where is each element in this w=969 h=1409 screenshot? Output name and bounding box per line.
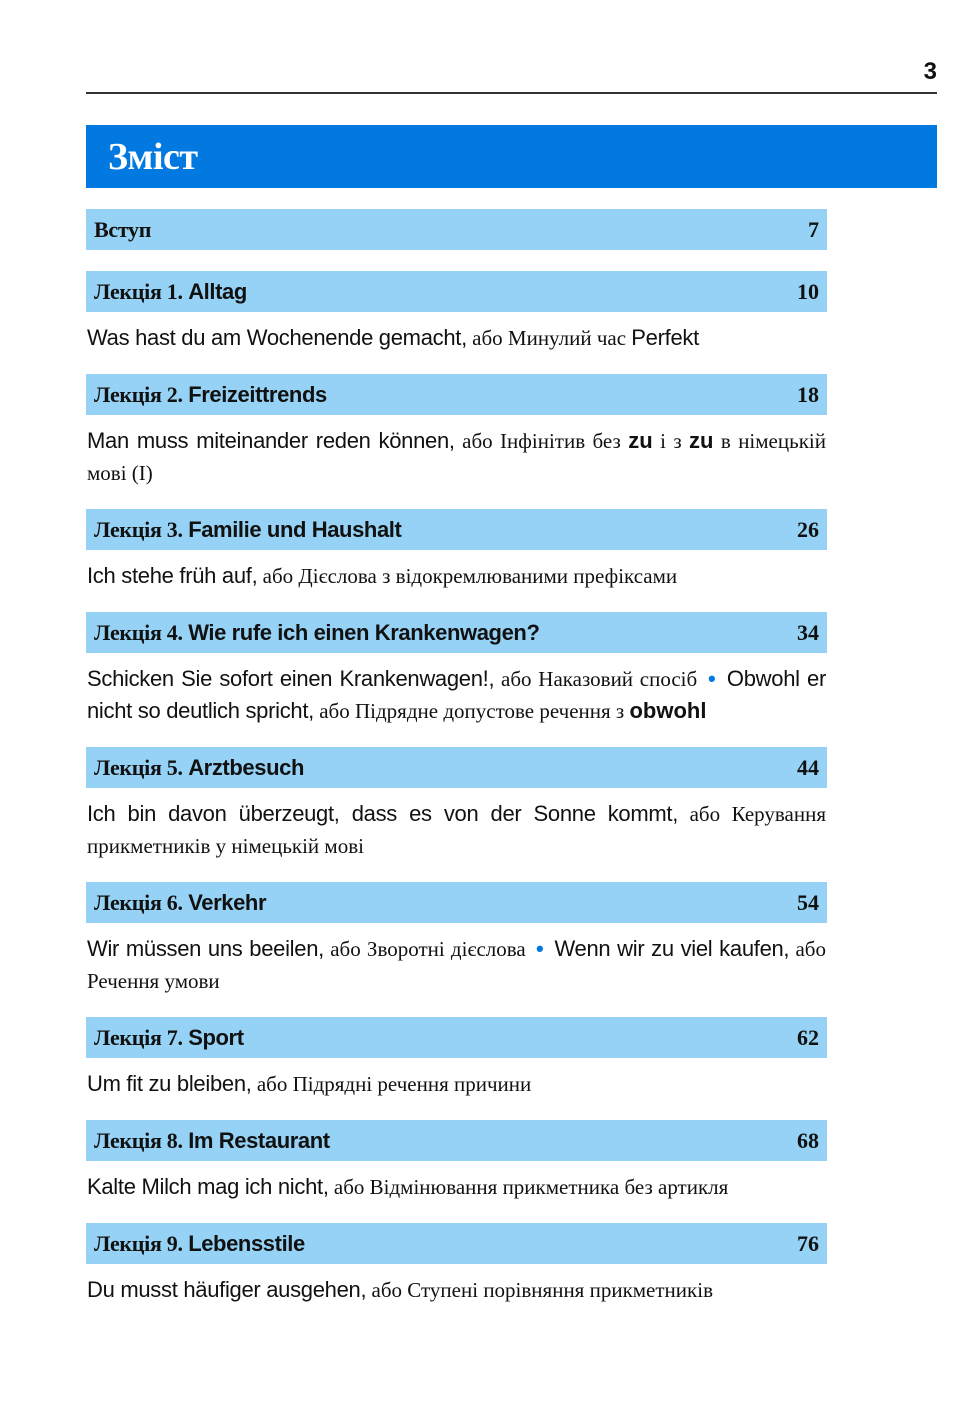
lesson-description (86, 653, 827, 727)
toc-entry-page: 18 (797, 381, 819, 407)
page-number: 3 (923, 58, 937, 85)
spacer (86, 1100, 827, 1120)
lesson-description (86, 788, 827, 862)
lesson-prefix: Лекція 9. (94, 1230, 183, 1256)
german-phrase: Du musst häufiger ausgehen, (87, 1277, 367, 1302)
toc-entry-lesson-9[interactable] (86, 1223, 827, 1264)
german-phrase: Schicken Sie sofort einen Krankenwagen!, (87, 666, 495, 691)
german-phrase: Wir müssen uns beeilen, (87, 936, 324, 961)
toc-entry-page: 54 (797, 889, 819, 915)
toc-entry-label (94, 620, 540, 646)
spacer (86, 1203, 827, 1223)
bold-keyword: zu (628, 428, 653, 453)
table-of-contents (86, 209, 827, 1306)
ukrainian-text: або Речення умови (87, 937, 826, 993)
ukrainian-text: або Інфінітив без (454, 429, 629, 453)
german-phrase: Um fit zu bleiben, (87, 1071, 252, 1096)
lesson-prefix: Лекція 7. (94, 1024, 183, 1050)
spacer (86, 997, 827, 1017)
toc-entry-lesson-2[interactable] (86, 374, 827, 415)
bold-keyword: obwohl (629, 698, 707, 723)
toc-entry-page: 26 (797, 516, 819, 542)
german-phrase: Kalte Milch mag ich nicht, (87, 1174, 329, 1199)
ukrainian-text: і з (652, 429, 690, 453)
bold-keyword: zu (689, 428, 714, 453)
ukrainian-text: або Дієслова з відокремлюваними префіксами (257, 564, 678, 588)
toc-entry-page: 76 (797, 1230, 819, 1256)
toc-entry-lesson-5[interactable] (86, 747, 827, 788)
lesson-description (86, 312, 827, 354)
ukrainian-text: або Зворотні дієслова (323, 937, 532, 961)
lesson-description (86, 923, 827, 997)
toc-entry-label (94, 1128, 330, 1154)
spacer (86, 489, 827, 509)
german-phrase: Perfekt (631, 325, 699, 350)
spacer (86, 592, 827, 612)
toc-entry-page: 62 (797, 1024, 819, 1050)
bullet-separator-icon: • (707, 666, 716, 691)
lesson-prefix: Лекція 6. (94, 889, 183, 915)
ukrainian-text: або Ступені порівняння прикметників (366, 1278, 713, 1302)
lesson-title: Verkehr (188, 889, 267, 915)
lesson-prefix: Лекція 5. (94, 754, 183, 780)
lesson-prefix: Лекція 1. (94, 278, 183, 304)
toc-entry-page: 44 (797, 754, 819, 780)
ukrainian-text: або Наказовий спосіб (494, 667, 704, 691)
german-phrase: Ich bin davon überzeugt, dass es von der Sonne kommt, (87, 801, 679, 826)
lesson-title: Arztbesuch (188, 754, 304, 780)
lesson-prefix: Лекція 3. (94, 516, 183, 542)
lesson-prefix: Лекція 8. (94, 1127, 183, 1153)
spacer (86, 862, 827, 882)
ukrainian-text: в німецькій мові (I) (87, 429, 826, 485)
lesson-description (86, 550, 827, 592)
toc-entry-lesson-7[interactable] (86, 1017, 827, 1058)
lesson-description (86, 1161, 827, 1203)
toc-entry-lesson-4[interactable] (86, 612, 827, 653)
toc-entry-label (94, 382, 327, 408)
lesson-title: Familie und Haushalt (188, 516, 402, 542)
german-phrase: Was hast du am Wochenende gemacht, (87, 325, 467, 350)
toc-entry-label (94, 279, 247, 305)
toc-entry-page: 10 (797, 278, 819, 304)
spacer (86, 727, 827, 747)
lesson-title: Wie rufe ich einen Krankenwagen? (188, 619, 540, 645)
header-rule (86, 92, 937, 94)
ukrainian-text: або Підрядні речення причини (251, 1072, 532, 1096)
toc-entry-page: 68 (797, 1127, 819, 1153)
lesson-title: Freizeittrends (188, 381, 327, 407)
lesson-title: Lebensstile (188, 1230, 305, 1256)
toc-entry-lesson-1[interactable] (86, 271, 827, 312)
ukrainian-text: або Підрядне допустове речення з (313, 699, 630, 723)
german-phrase: Obwohl er nicht so deutlich spricht, (87, 666, 826, 723)
toc-entry-page: 34 (797, 619, 819, 645)
lesson-description (86, 1058, 827, 1100)
toc-entry-lesson-3[interactable] (86, 509, 827, 550)
lesson-description (86, 1264, 827, 1306)
toc-entry-label (94, 1231, 305, 1257)
toc-entry-lesson-6[interactable] (86, 882, 827, 923)
toc-entry-label: Вступ (94, 216, 152, 242)
lesson-title: Sport (188, 1024, 244, 1050)
bullet-separator-icon: • (535, 936, 544, 961)
german-phrase: Wenn wir zu viel kaufen, (547, 936, 790, 961)
toc-entry-lesson-8[interactable] (86, 1120, 827, 1161)
page-title: Зміст (108, 136, 198, 178)
lesson-title: Im Restaurant (188, 1127, 330, 1153)
toc-entry-label (94, 1025, 244, 1051)
spacer (86, 354, 827, 374)
german-phrase: Man muss miteinander reden können, (87, 428, 455, 453)
lesson-description (86, 415, 827, 489)
lesson-prefix: Лекція 2. (94, 381, 183, 407)
lesson-list (86, 271, 827, 1306)
ukrainian-text: або Минулий час (466, 326, 632, 350)
contents-title-bar (86, 125, 937, 188)
toc-entry-label (94, 517, 401, 543)
lesson-prefix: Лекція 4. (94, 619, 183, 645)
ukrainian-text: або Відмінювання прикметника без артикля (328, 1175, 729, 1199)
lesson-title: Alltag (188, 278, 247, 304)
toc-entry-intro[interactable] (86, 209, 827, 250)
toc-entry-label (94, 755, 304, 781)
german-phrase: Ich stehe früh auf, (87, 563, 258, 588)
toc-entry-page: 7 (808, 216, 819, 242)
toc-entry-label (94, 890, 266, 916)
ukrainian-text: або Керування прикметників у німецькій мові (87, 802, 826, 858)
